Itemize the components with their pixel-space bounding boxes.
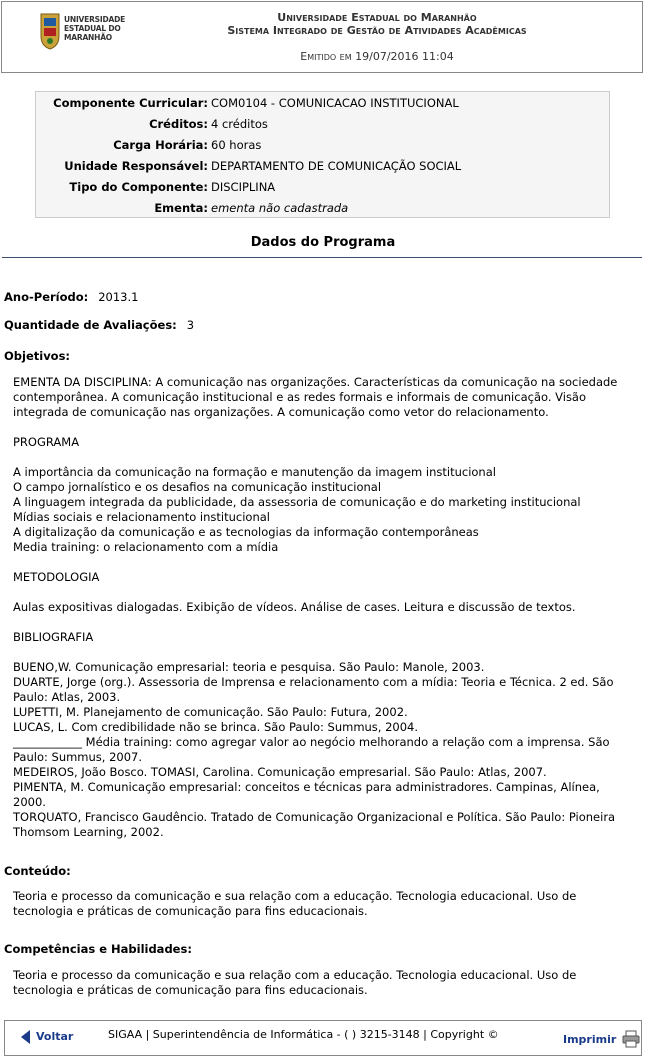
qtd-avaliacoes-label: Quantidade de Avaliações: <box>4 318 177 332</box>
university-name: Universidade Estadual do Maranhão <box>277 11 477 24</box>
objetivos-text <box>13 375 633 840</box>
ano-periodo-label: Ano-Período: <box>4 290 89 304</box>
system-name: Sistema Integrado de Gestão de Atividades Acadêmicas <box>227 24 527 37</box>
shield-icon <box>40 12 60 50</box>
info-label: Créditos: <box>149 117 208 131</box>
qtd-avaliacoes-value: 3 <box>186 318 195 332</box>
info-row-ementa <box>36 201 609 222</box>
competencias-paragraph: Teoria e processo da comunicação e sua relação com a educação. Tecnologia educacional. Uso de tecnologia e práticas de comunicação para fins educacionais. <box>13 968 581 997</box>
report-footer <box>4 1020 642 1056</box>
info-label: Unidade Responsável: <box>64 159 208 173</box>
competencias-text <box>13 968 633 998</box>
info-row-componente <box>36 96 609 117</box>
info-value: 60 horas <box>211 138 262 152</box>
imprimir-button[interactable]: Imprimir <box>563 1033 617 1046</box>
info-row-unidade <box>36 159 609 180</box>
back-arrow-icon <box>21 1030 30 1044</box>
conteudo-label: Conteúdo: <box>4 864 71 878</box>
voltar-button[interactable] <box>21 1030 73 1044</box>
voltar-label: Voltar <box>36 1030 74 1043</box>
info-value: ementa não cadastrada <box>211 201 349 215</box>
info-row-carga-horaria <box>36 138 609 159</box>
info-row-creditos <box>36 117 609 138</box>
ano-periodo-value: 2013.1 <box>98 290 139 304</box>
conteudo-paragraph: Teoria e processo da comunicação e sua relação com a educação. Tecnologia educacional. Uso de tecnologia e práticas de comunicação para fins educacionais. <box>13 889 581 918</box>
issued-date: Emitido em 19/07/2016 11:04 <box>300 50 454 63</box>
report-header <box>1 1 643 73</box>
logo-text: UNIVERSIDADE ESTADUAL DO MARANHÃO <box>64 15 126 42</box>
printer-icon[interactable] <box>622 1030 640 1048</box>
info-value: COM0104 - COMUNICACAO INSTITUCIONAL <box>211 96 459 110</box>
conteudo-text <box>13 889 633 919</box>
university-logo <box>40 12 126 52</box>
info-row-tipo <box>36 180 609 201</box>
info-label: Tipo do Componente: <box>69 180 208 194</box>
competencias-label: Competências e Habilidades: <box>4 942 192 956</box>
component-info-box <box>35 91 610 218</box>
info-label: Componente Curricular: <box>53 96 208 110</box>
section-divider <box>2 257 642 258</box>
objetivos-label: Objetivos: <box>4 349 71 363</box>
info-label: Ementa: <box>154 201 208 215</box>
ano-periodo-field <box>4 290 138 304</box>
footer-text: SIGAA | Superintendência de Informática - ( ) 3215-3148 | Copyright © <box>108 1028 499 1041</box>
info-value: DEPARTAMENTO DE COMUNICAÇÃO SOCIAL <box>211 159 462 173</box>
info-value: 4 créditos <box>211 117 268 131</box>
info-label: Carga Horária: <box>113 138 208 152</box>
qtd-avaliacoes-field <box>4 318 194 332</box>
objetivos-paragraph: EMENTA DA DISCIPLINA: A comunicação nas organizações. Características da comunicação na sociedade contemporânea. A comunicação institucional e as redes formais e informais de comunicação. Visão integrada de comunicação nas organizações. A comunicação como vetor do relacionamento. PROGRAMA A importância da comunicação na formação e manutenção da imagem institucional O campo jornalístico e os desafios na comunicação institucional A linguagem integrada da publicidade, da assessoria de comunicação e do marketing institucional Mídias sociais e relacionamento institucional A digitalização da comunicação e as tecnologias da informação contemporâneas Media training: o relacionamento com a mídia METODOLOGIA Aulas expositivas dialogadas. Exibição de vídeos. Análise de cases. Leitura e discussão de textos. BIBLIOGRAFIA BUENO,W. Comunicação empresarial: teoria e pesquisa. São Paulo: Manole, 2003. DUARTE, Jorge (org.). Assessoria de Imprensa e relacionamento com a mídia: Teoria e Técnica. 2 ed. São Paulo: Atlas, 2003. LUPETTI, M. Planejamento de comunicação. São Paulo: Futura, 2002. LUCAS, L. Com credibilidade não se brinca. São Paulo: Summus, 2004. ____________ Média training: como agregar valor ao negócio melhorando a relação com a imprensa. São Paulo: Summus, 2007. MEDEIROS, João Bosco. TOMASI, Carolina. Comunicação empresarial. São Paulo: Atlas, 2007. PIMENTA, M. Comunicação empresarial: conceitos e técnicas para administradores. Campinas, Alínea, 2000. TORQUATO, Francisco Gaudêncio. Tratado de Comunicação Organizacional e Política. São Paulo: Pioneira Thomsom Learning, 2002. <box>13 375 618 839</box>
info-value: DISCIPLINA <box>211 180 276 194</box>
section-title: Dados do Programa <box>250 235 396 250</box>
